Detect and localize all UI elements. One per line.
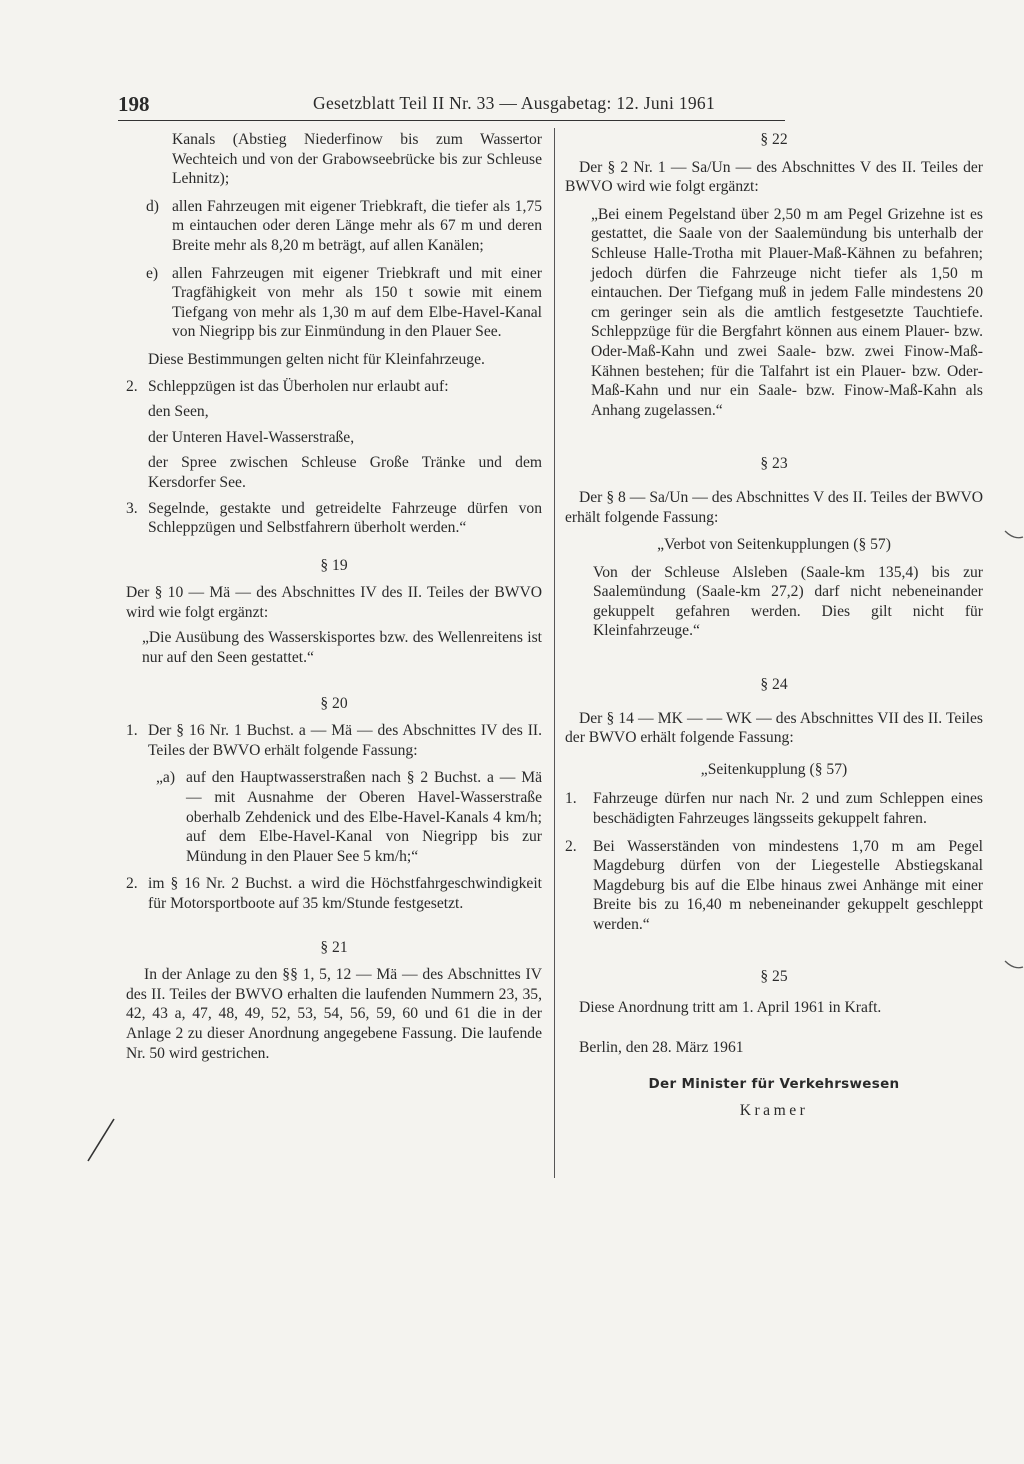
s19-text: Der § 10 — Mä — des Abschnittes IV des II. Teiles der BWVO wird wie folgt ergänzt: <box>126 584 542 621</box>
item2-sub-b: der Unteren Havel-Wasserstraße, <box>148 428 355 446</box>
s20-item-1 <box>126 721 542 760</box>
list-item-d <box>146 197 542 256</box>
list-item-e <box>146 264 542 342</box>
item-marker: 2. <box>126 377 138 395</box>
continued-text: Kanals (Abstieg Niederfinow bis zum Wassertor Wechteich und von der Grabowseebrücke bis zur Schleuse Lehnitz); <box>172 131 542 188</box>
item-marker: 1. <box>126 722 138 740</box>
right-column <box>565 130 983 1121</box>
left-column <box>126 130 542 1063</box>
margin-bracket-mark <box>1004 528 1024 542</box>
item-text: allen Fahrzeugen mit eigener Triebkraft und mit einer Tragfähigkeit von mehr als 150 t sowie mit einem Tiefgang von mehr als 1,30 m auf dem Elbe-Havel-Kanal von Niegripp bis zur Einmündung in den Plauer See. <box>172 264 542 341</box>
item-text: im § 16 Nr. 2 Buchst. a wird die Höchstfahrgeschwindigkeit für Motorsportboote auf 35 km/Stunde festgesetzt. <box>148 875 542 912</box>
item-marker: d) <box>146 197 159 215</box>
page-header <box>118 92 778 118</box>
margin-bracket-mark <box>1004 958 1024 972</box>
s21-text: In der Anlage zu den §§ 1, 5, 12 — Mä — des Abschnittes IV des II. Teiles der BWVO erhalten die laufenden Nummern 23, 35, 42, 43 a, 47, 48, 49, 52, 53, 54, 56, 59, 60 und 61 die in der Anlage 2 zu dieser Anordnung angegebene Fassung. Die laufende Nr. 50 wird gestrichen. <box>126 966 542 1062</box>
item2-sub-a: den Seen, <box>148 403 209 421</box>
s24-title: „Seitenkupplung (§ 57) <box>700 760 848 778</box>
note-text: Diese Bestimmungen gelten nicht für Kleinfahrzeuge. <box>148 350 485 368</box>
item-marker: 1. <box>565 790 577 808</box>
item-text: Schleppzügen ist das Überholen nur erlaubt auf: <box>148 377 449 395</box>
s22-quote: „Bei einem Pegelstand über 2,50 m am Pegel Grizehne ist es gestattet, die Saale von der Saalemündung bis unterhalb der Schleuse Halle-Trotha mit Plauer-Maß-Kähnen zu befahren; jedoch dürfen die Fahrzeuge nicht tiefer als 1,50 m eintauchen. Der Tiefgang muß in jedem Falle mindestens 20 cm geringer sein als die amtlich festgesetzte Tauchtiefe. Schleppzüge für die Bergfahrt können aus einem Plauer- bzw. Oder-Maß-Kahn und zwei Saale- bzw. zwei Finow-Maß-Kähnen bestehen; für die Talfahrt ist ein Plauer- bzw. Oder-Maß-Kahn und nur ein Saale- bzw. Finow-Maß-Kahn als Anhang zugelassen.“ <box>591 205 983 419</box>
section-heading-20: § 20 <box>320 694 348 712</box>
item-text: auf den Hauptwasserstraßen nach § 2 Buchst. a — Mä — mit Ausnahme der Oberen Havel-Wasserstraße oberhalb Zehdenick und des Elbe-Havel-Kanals 4 km/h; auf dem Elbe-Havel-Kanal von Niegripp bis zur Mündung in den Plauer See 5 km/h;“ <box>186 769 542 865</box>
s24-item-2 <box>565 837 983 935</box>
s20-quote-a <box>156 768 542 866</box>
item-text: Segelnde, gestakte und getreidelte Fahrzeuge dürfen von Schleppzügen und Selbstfahrern überholt werden.“ <box>148 499 542 537</box>
list-item-3 <box>126 499 542 538</box>
section-heading-24: § 24 <box>760 676 788 694</box>
page-number: 198 <box>118 92 150 116</box>
item-text: Fahrzeuge dürfen nur nach Nr. 2 und zum Schleppen eines beschädigten Fahrzeuges längsseits gekuppelt fahren. <box>593 790 983 828</box>
header-rule <box>118 120 785 121</box>
section-heading-22: § 22 <box>760 131 788 148</box>
s23-quote: Von der Schleuse Alsleben (Saale-km 135,4) bis zur Saalemündung (Saale-km 27,2) darf nicht nebeneinander gekuppelt gefahren werden. Dies gilt nicht für Kleinfahrzeuge.“ <box>593 563 983 640</box>
item2-sub-c: der Spree zwischen Schleuse Große Tränke und dem Kersdorfer See. <box>148 454 542 491</box>
section-heading-23: § 23 <box>760 455 788 473</box>
section-heading-21: § 21 <box>320 938 348 956</box>
signer-title: Der Minister für Verkehrswesen <box>648 1076 900 1093</box>
s23-title: „Verbot von Seitenkupplungen (§ 57) <box>657 536 891 554</box>
item-marker: „a) <box>156 769 176 787</box>
list-item-2 <box>126 377 542 397</box>
item-marker: e) <box>146 264 159 282</box>
section-heading-19: § 19 <box>320 556 348 574</box>
s23-text: Der § 8 — Sa/Un — des Abschnittes V des II. Teiles der BWVO erhält folgende Fassung: <box>565 488 983 526</box>
pen-stroke-mark <box>84 1116 118 1164</box>
item-text: Der § 16 Nr. 1 Buchst. a — Mä — des Abschnittes IV des II. Teiles der BWVO erhält folgende Fassung: <box>148 722 542 759</box>
column-divider <box>554 128 555 1178</box>
section-heading-25: § 25 <box>760 967 788 985</box>
date-line: Berlin, den 28. März 1961 <box>579 1038 744 1056</box>
item-text: allen Fahrzeugen mit eigener Triebkraft, die tiefer als 1,75 m eintauchen oder deren Länge mehr als 67 m und deren Breite mehr als 8,20 m beträgt, auf allen Kanälen; <box>172 197 542 254</box>
item-marker: 2. <box>565 837 577 855</box>
s24-text: Der § 14 — MK — — WK — des Abschnittes VII des II. Teiles der BWVO erhält folgende Fassung: <box>565 709 983 747</box>
item-text: Bei Wasserständen von mindestens 1,70 m am Pegel Magdeburg dürfen von der Liegestelle Abstiegskanal Magdeburg bis auf die Elbe hinaus zwei Anhänge mit einer Breite bis zu 16,40 m nebeneinander gekuppelt geschleppt werden.“ <box>593 837 983 933</box>
s20-item-2 <box>126 874 542 913</box>
s24-item-1 <box>565 789 983 828</box>
header-title: Gesetzblatt Teil II Nr. 33 — Ausgabetag: 12. Juni 1961 <box>313 93 716 113</box>
s25-text: Diese Anordnung tritt am 1. April 1961 in Kraft. <box>579 999 882 1017</box>
s22-text: Der § 2 Nr. 1 — Sa/Un — des Abschnittes V des II. Teiles der BWVO wird wie folgt ergänzt: <box>565 158 983 196</box>
item-marker: 3. <box>126 499 138 517</box>
item-marker: 2. <box>126 875 138 893</box>
signer-name: Kramer <box>739 1101 809 1119</box>
s19-quote: „Die Ausübung des Wasserskisportes bzw. des Wellenreitens ist nur auf den Seen gestattet.“ <box>142 629 542 667</box>
